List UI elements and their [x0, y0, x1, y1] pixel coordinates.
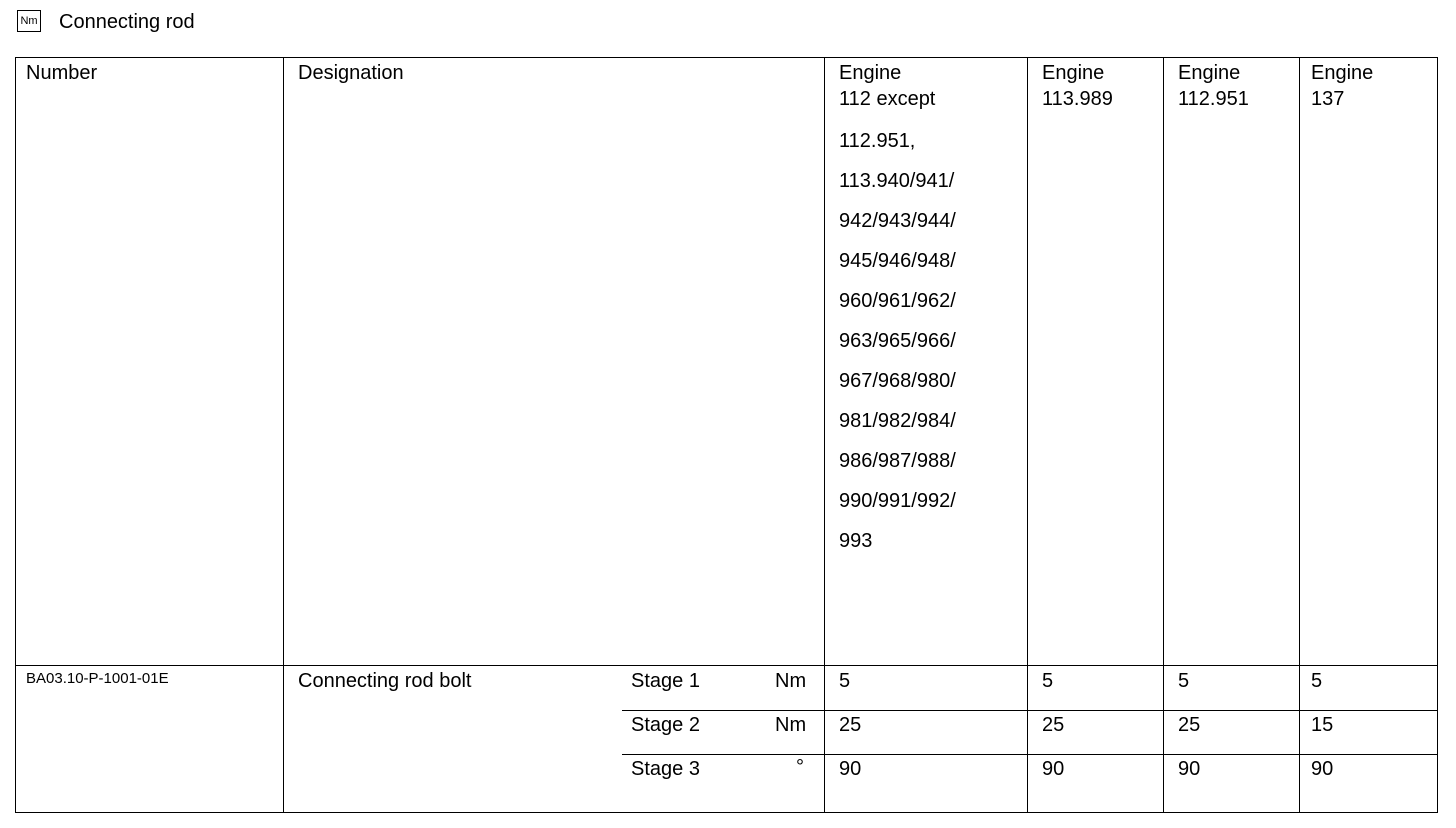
- header-divider: [15, 665, 1438, 666]
- engine-a-line: 942/943/944/: [839, 210, 956, 232]
- col-divider-5: [1299, 57, 1300, 813]
- engine-a-line: 112.951,: [839, 130, 916, 152]
- stage-value: 90: [839, 758, 862, 780]
- col-divider-2: [824, 57, 825, 813]
- header-engine-c-line-1: Engine: [1178, 62, 1241, 84]
- page-title: Connecting rod: [59, 11, 195, 33]
- engine-a-line: 963/965/966/: [839, 330, 956, 352]
- engine-a-line: 990/991/992/: [839, 490, 956, 512]
- stage-label: Stage 1: [631, 670, 700, 692]
- engine-a-line: 993: [839, 530, 873, 552]
- engine-a-line: 960/961/962/: [839, 290, 956, 312]
- stage-value: 90: [1311, 758, 1334, 780]
- header-engine-b-line-2: 113.989: [1042, 88, 1113, 110]
- stage-value: 25: [839, 714, 862, 736]
- stage-value: 15: [1311, 714, 1334, 736]
- table-border-left: [15, 57, 16, 813]
- engine-a-line: 113.940/941/: [839, 170, 955, 192]
- stage-value: 25: [1042, 714, 1065, 736]
- stage-value: 25: [1178, 714, 1201, 736]
- stage-divider-2: [622, 754, 1438, 755]
- col-divider-4: [1163, 57, 1164, 813]
- header-engine-a-line-2: 112 except: [839, 88, 936, 110]
- header-engine-d-line-2: 137: [1311, 88, 1345, 110]
- table-border-bottom: [15, 812, 1438, 813]
- stage-unit: Nm: [775, 670, 807, 692]
- stage-value: 5: [1178, 670, 1190, 692]
- engine-a-line: 981/982/984/: [839, 410, 956, 432]
- stage-label: Stage 3: [631, 758, 700, 780]
- header-designation: Designation: [298, 62, 404, 84]
- col-divider-1: [283, 57, 284, 813]
- header-engine-d-line-1: Engine: [1311, 62, 1374, 84]
- torque-icon: Nm: [17, 10, 41, 32]
- header-engine-c-line-2: 112.951: [1178, 88, 1249, 110]
- engine-a-line: 967/968/980/: [839, 370, 956, 392]
- stage-label: Stage 2: [631, 714, 700, 736]
- row-designation: Connecting rod bolt: [298, 670, 472, 692]
- stage-value: 5: [839, 670, 851, 692]
- header-engine-a-list: [839, 128, 956, 568]
- stage-unit: °: [796, 756, 804, 778]
- torque-table: [15, 57, 1438, 813]
- stage-unit: Nm: [775, 714, 807, 736]
- table-border-right: [1437, 57, 1438, 813]
- stage-value: 90: [1042, 758, 1065, 780]
- engine-a-line: 986/987/988/: [839, 450, 956, 472]
- table-border-top: [15, 57, 1438, 58]
- stage-divider-1: [622, 710, 1438, 711]
- col-divider-3: [1027, 57, 1028, 813]
- stage-value: 5: [1311, 670, 1323, 692]
- stage-value: 5: [1042, 670, 1054, 692]
- header-number: Number: [26, 62, 98, 84]
- engine-a-line: 945/946/948/: [839, 250, 956, 272]
- header-engine-a-line-1: Engine: [839, 62, 902, 84]
- row-number: BA03.10-P-1001-01E: [26, 670, 169, 687]
- stage-value: 90: [1178, 758, 1201, 780]
- header-engine-b-line-1: Engine: [1042, 62, 1105, 84]
